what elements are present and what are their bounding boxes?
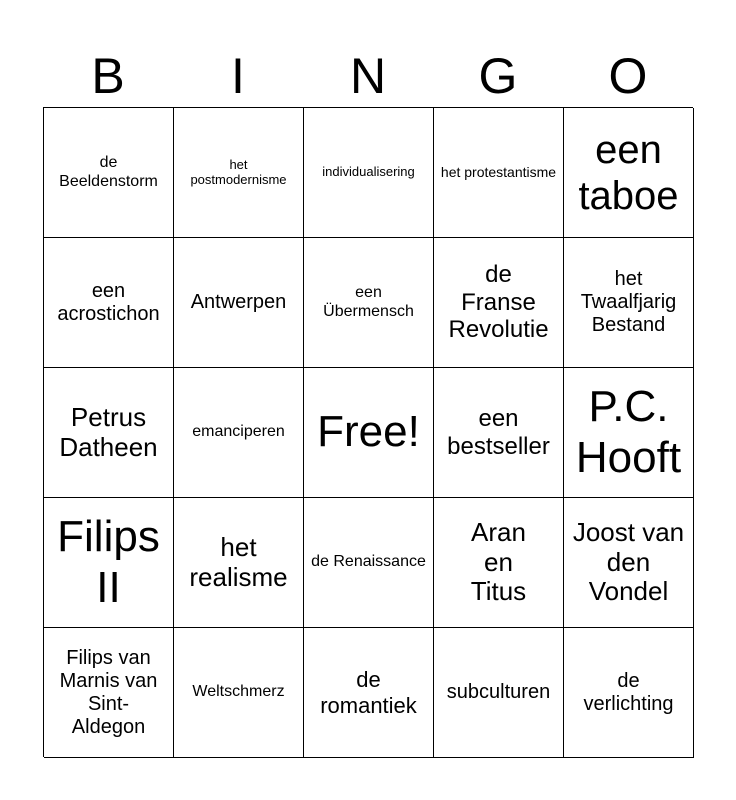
cell-text: individualisering xyxy=(322,164,415,180)
cell-text: Filips II xyxy=(57,511,160,612)
header-letter-g: G xyxy=(478,48,518,104)
bingo-cell[interactable] xyxy=(174,628,304,758)
bingo-cell[interactable] xyxy=(564,368,694,498)
bingo-cell[interactable] xyxy=(564,238,694,368)
bingo-cell[interactable] xyxy=(564,108,694,238)
bingo-cell[interactable] xyxy=(304,238,434,368)
header-letter-b: B xyxy=(91,48,125,104)
cell-text: Filips van Marnis van Sint-Aldegon xyxy=(59,646,158,738)
bingo-header xyxy=(43,44,693,108)
bingo-cell[interactable] xyxy=(304,108,434,238)
cell-text: P.C. Hooft xyxy=(575,381,682,482)
bingo-cell[interactable] xyxy=(44,368,174,498)
bingo-cell[interactable] xyxy=(44,498,174,628)
cell-text: een bestseller xyxy=(447,404,550,460)
cell-text: de Renaissance xyxy=(311,553,426,571)
cell-text: Antwerpen xyxy=(190,291,287,313)
header-letter-i: I xyxy=(231,48,245,104)
bingo-board xyxy=(43,107,693,757)
bingo-cell[interactable] xyxy=(44,108,174,238)
cell-text: de Franse Revolutie xyxy=(448,261,549,344)
cell-text: Weltschmerz xyxy=(192,683,285,701)
cell-text: het protestantisme xyxy=(440,164,557,181)
cell-text: een Übermensch xyxy=(323,284,414,320)
cell-text: de romantiek xyxy=(320,667,417,718)
bingo-cell[interactable] xyxy=(174,368,304,498)
bingo-cell[interactable] xyxy=(304,628,434,758)
bingo-cell[interactable] xyxy=(434,238,564,368)
bingo-cell[interactable] xyxy=(304,368,434,498)
cell-text: Aran en Titus xyxy=(470,516,527,607)
cell-text: het postmodernisme xyxy=(190,156,287,187)
bingo-cell[interactable] xyxy=(434,368,564,498)
cell-text: emanciperen xyxy=(192,423,285,441)
cell-text: Petrus Datheen xyxy=(59,401,158,462)
cell-text: een acrostichon xyxy=(57,279,160,325)
cell-text: een taboe xyxy=(578,127,679,218)
bingo-cell[interactable] xyxy=(174,108,304,238)
bingo-cell[interactable] xyxy=(44,238,174,368)
bingo-cell[interactable] xyxy=(44,628,174,758)
cell-text: subculturen xyxy=(446,681,551,703)
bingo-cell[interactable] xyxy=(434,498,564,628)
cell-text: Joost van den Vondel xyxy=(572,516,685,607)
bingo-cell[interactable] xyxy=(174,238,304,368)
bingo-cell[interactable] xyxy=(564,498,694,628)
bingo-cell[interactable] xyxy=(564,628,694,758)
cell-text: de Beeldenstorm xyxy=(59,154,158,190)
bingo-cell[interactable] xyxy=(304,498,434,628)
bingo-cell[interactable] xyxy=(434,108,564,238)
bingo-cell[interactable] xyxy=(434,628,564,758)
header-letter-n: N xyxy=(349,48,387,104)
cell-text: Free! xyxy=(317,407,420,457)
cell-text: de verlichting xyxy=(583,669,674,715)
bingo-cell[interactable] xyxy=(174,498,304,628)
header-letter-o: O xyxy=(608,48,648,104)
cell-text: het realisme xyxy=(189,531,288,592)
cell-text: het Twaalfjarig Bestand xyxy=(580,268,677,336)
